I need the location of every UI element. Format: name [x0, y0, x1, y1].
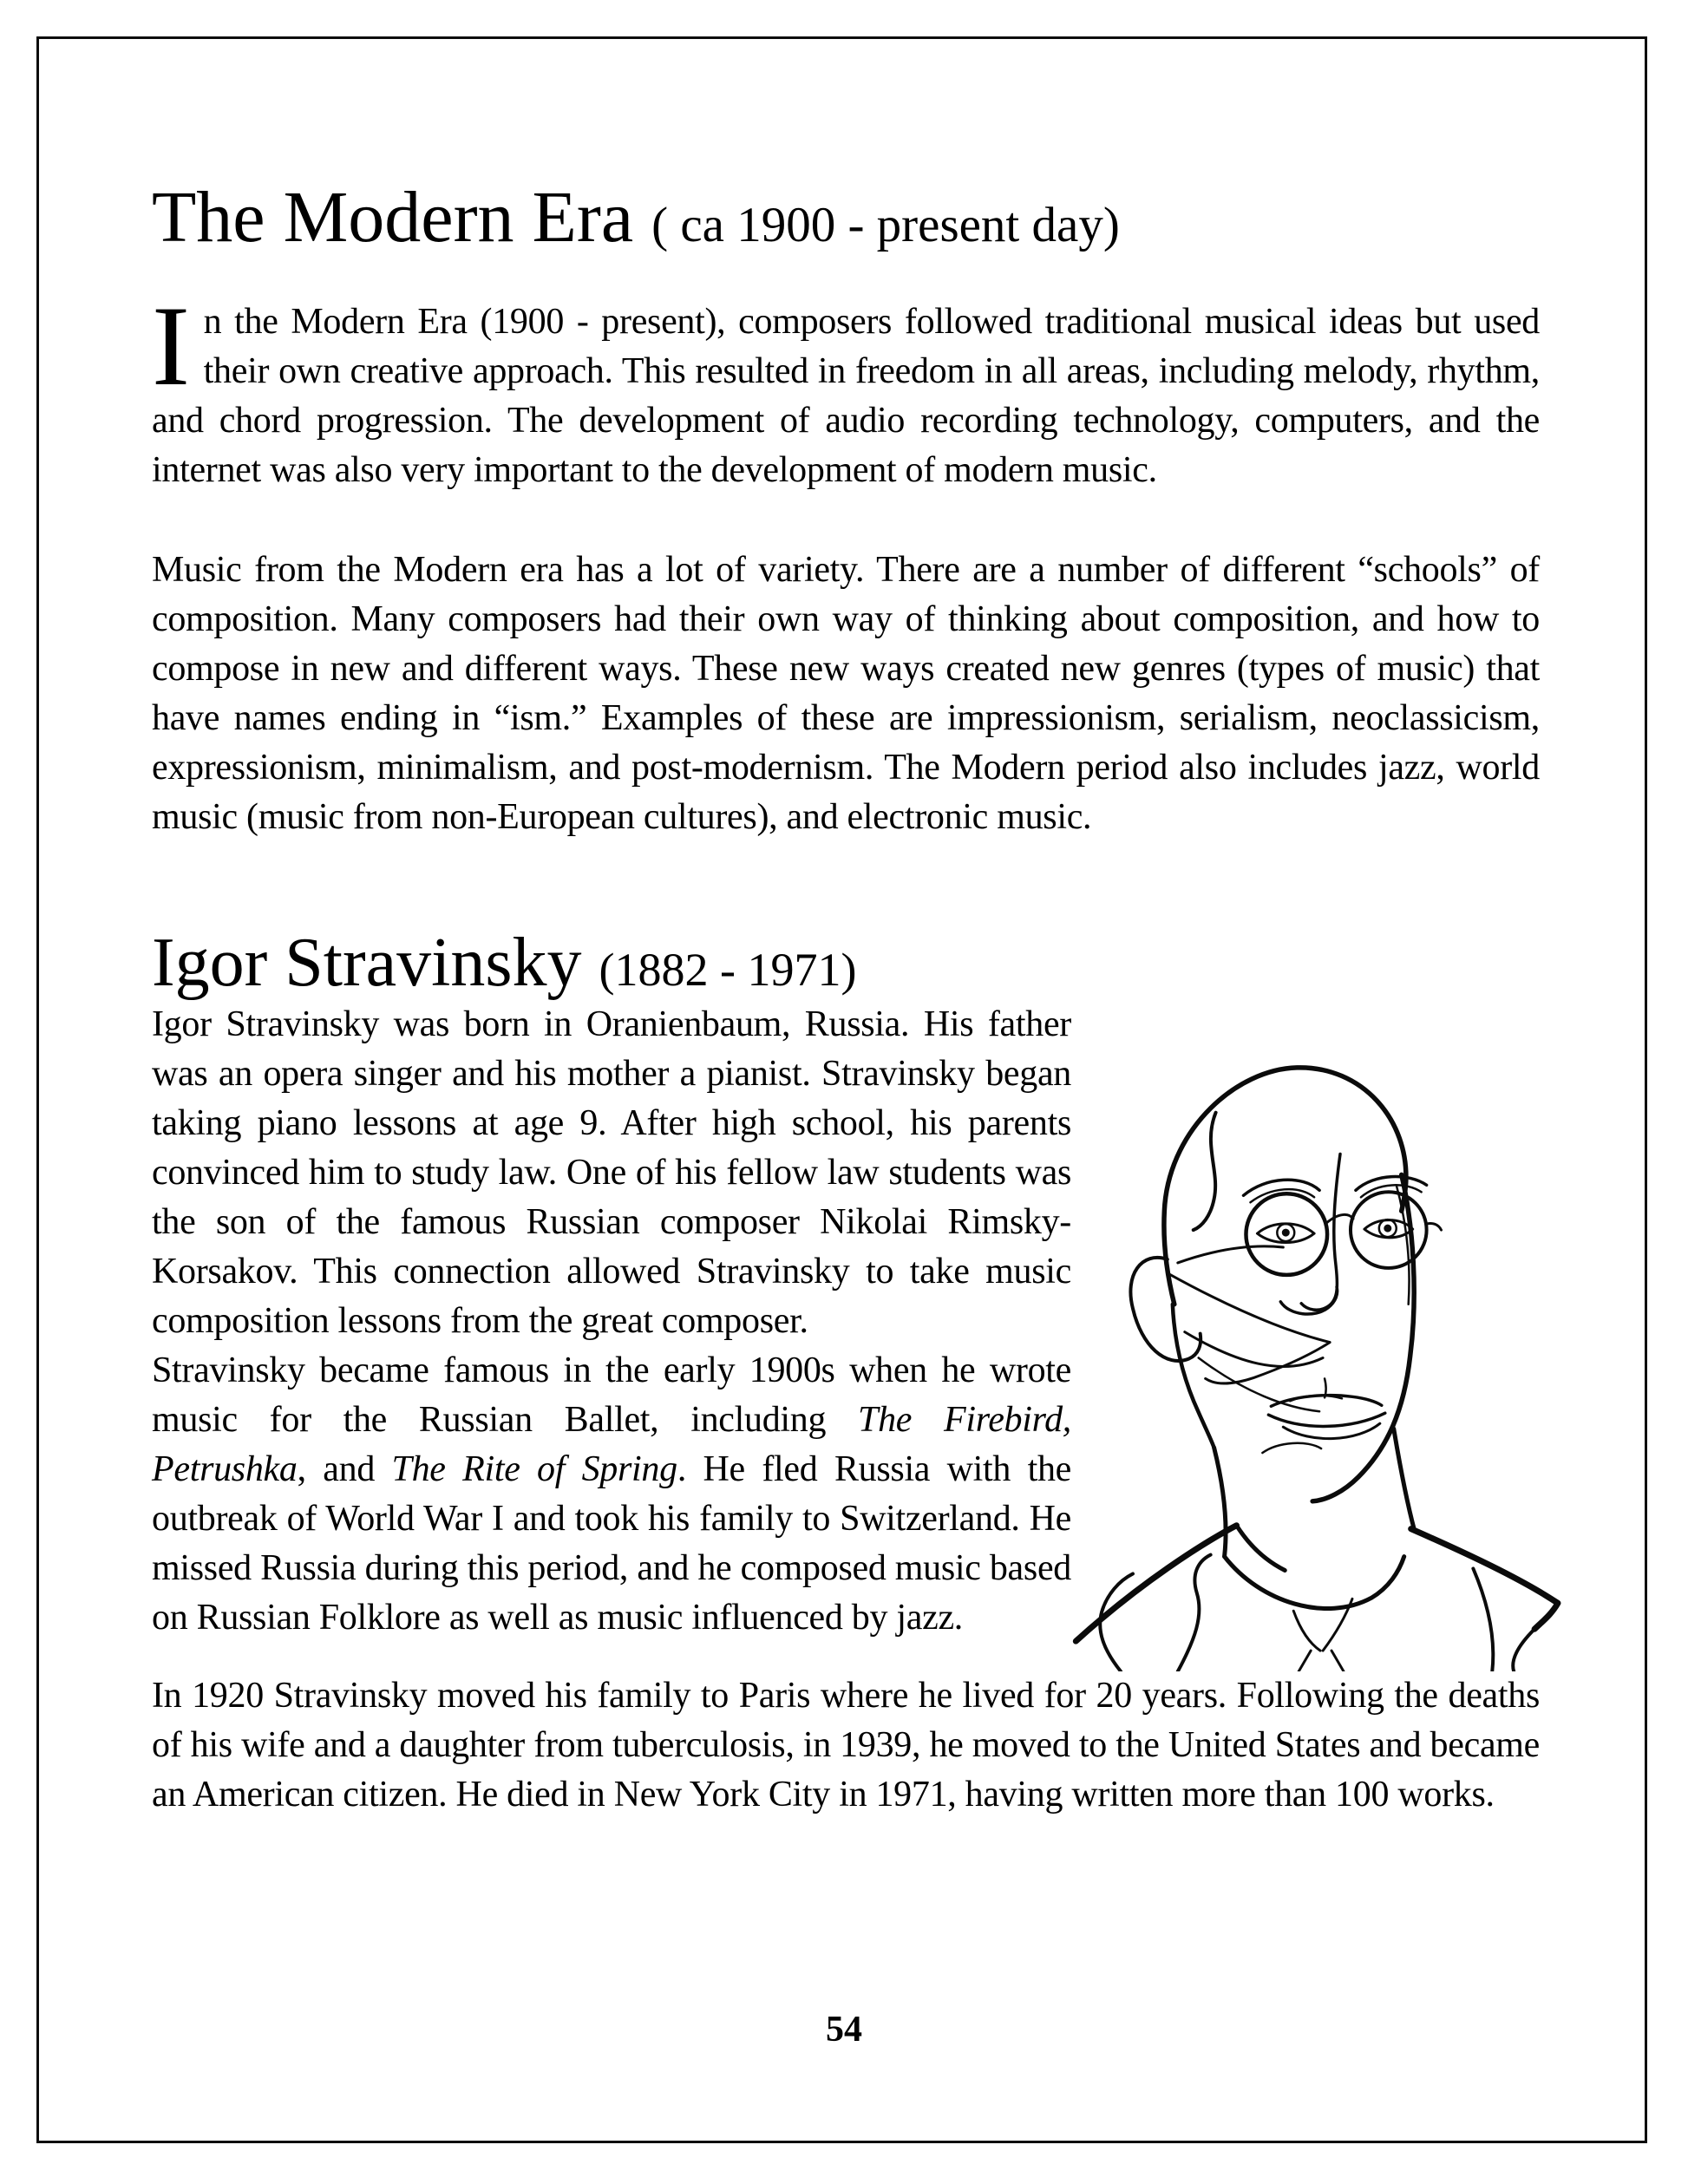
stravinsky-paragraph-3: In 1920 Stravinsky moved his family to Paris where he lived for 20 years. Following the deaths of his wife and a daughter from tuberculosis, in 1939, he moved to the United States and became an American citizen. He died in New York City in 1971, having written more than 100 works.: [152, 1676, 1540, 1815]
page-content: [152, 179, 1540, 1820]
heading-date-range: (1882 - 1971): [599, 943, 857, 996]
modern-era-paragraph-1-text: n the Modern Era (1900 - present), composers followed traditional musical ideas but used their own creative approach. This resulted in freedom in all areas, including melody, rhythm, and chord progression. The development of audio recording technology, computers, and the internet was also very important to the development of modern music.: [152, 301, 1540, 490]
heading-title-text: The Modern Era: [152, 177, 634, 258]
section-heading-modern-era: [152, 179, 1540, 258]
stravinsky-paragraph-1: Igor Stravinsky was born in Oranienbaum, Russia. His father was an opera singer and his mother a pianist. Stravinsky began taking piano lessons at age 9. After high school, his parents convinced him to study law. One of his fellow law students was the son of the famous Russian composer Nikolai Rimsky-Korsakov. This connection allowed Stravinsky to take music composition lessons from the great composer.: [152, 1004, 1071, 1342]
stravinsky-bio-section: [152, 1000, 1540, 1820]
page-number: 54: [826, 2010, 862, 2050]
heading-title-text: Igor Stravinsky: [152, 924, 582, 1001]
modern-era-paragraph-1: [152, 281, 1540, 495]
modern-era-paragraph-2: Music from the Modern era has a lot of variety. There are a number of different “schools” of composition. Many composers had their own way of thinking about composition, and how to compose in new and different ways. These new ways created new genres (types of music) that have names ending in “ism.” Examples of these are impressionism, serialism, neoclassicism, expressionism, minimalism, and post-modernism. The Modern period also includes jazz, world music (music from non-European cultures), and electronic music.: [152, 549, 1540, 837]
portrait-container: [1071, 1045, 1540, 1671]
heading-date-range: ( ca 1900 - present day): [651, 198, 1120, 252]
stravinsky-paragraph-2: Stravinsky became famous in the early 1900s when he wrote music for the Russian Ballet, including The Firebird, Petrushka, and The Rite of Spring. He fled Russia with the outbreak of World War I and took his family to Switzerland. He missed Russia during this period, and he composed music based on Russian Folklore as well as music influenced by jazz.: [152, 1350, 1072, 1638]
drop-cap: I: [152, 281, 190, 409]
section-heading-stravinsky: [152, 925, 1540, 1000]
stravinsky-portrait-illustration: [1061, 1045, 1626, 1671]
